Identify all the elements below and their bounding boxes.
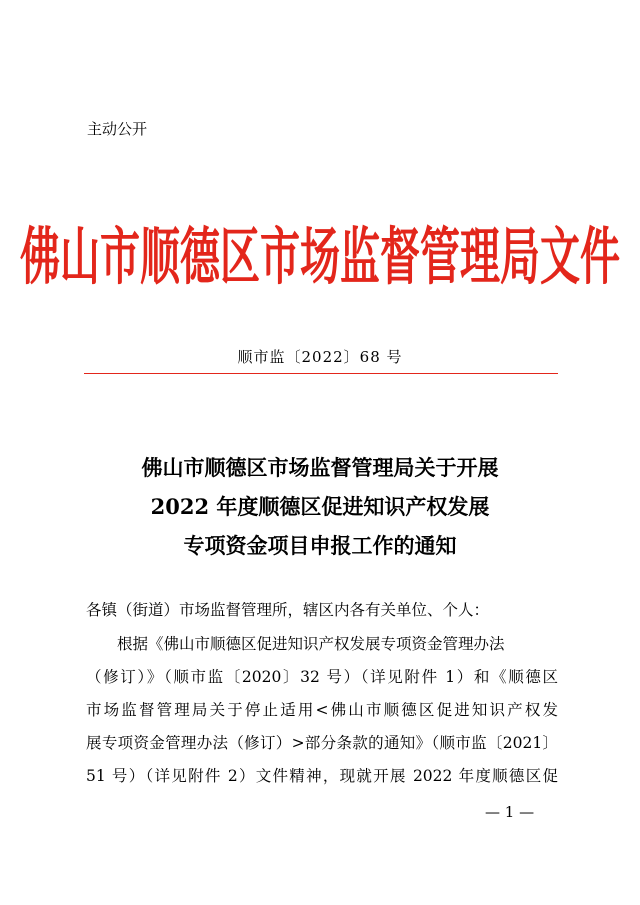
masthead-title: 佛山市顺德区市场监督管理局文件 xyxy=(20,220,620,294)
document-number: 顺市监〔2022〕68 号 xyxy=(237,348,403,366)
body-line-2: （修订）》（顺市监〔2020〕32 号）（详见附件 1）和《顺德区 xyxy=(86,668,558,686)
body-line-1: 根据《佛山市顺德区促进知识产权发展专项资金管理办法 xyxy=(86,635,505,653)
red-divider-line xyxy=(84,373,558,374)
body-line-3: 市场监督管理局关于停止适用<佛山市顺德区促进知识产权发 xyxy=(86,701,558,719)
notice-title-line-1: 佛山市顺德区市场监督管理局关于开展 xyxy=(141,455,499,480)
body-line-5: 51 号）（详见附件 2）文件精神，现就开展 2022 年度顺德区促 xyxy=(86,767,558,785)
notice-title-line-2: 2022 年度顺德区促进知识产权发展 xyxy=(150,494,490,519)
body-line-4: 展专项资金管理办法（修订）>部分条款的通知》（顺市监〔2021〕 xyxy=(86,734,558,752)
disclosure-label: 主动公开 xyxy=(87,120,148,138)
salutation: 各镇（街道）市场监督管理所，辖区内各有关单位、个人： xyxy=(86,601,490,619)
notice-title-line-3: 专项资金项目申报工作的通知 xyxy=(183,533,457,558)
page-number: — 1 — xyxy=(485,803,535,821)
